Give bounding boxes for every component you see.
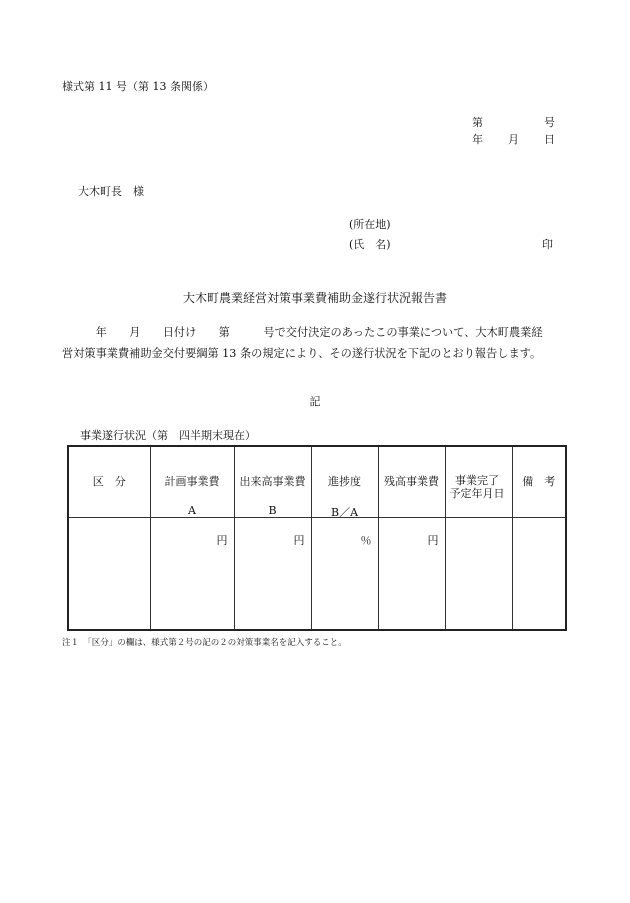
footnote: 注１ 「区分」の欄は、様式第２号の記の２の対策事業名を記入すること。 <box>62 638 347 648</box>
body-line-2: 営対策事業費補助金交付要綱第 13 条の規定により、その遂行状況を下記のとおり報告します。 <box>62 347 542 360</box>
doc-number-suffix: 号 <box>544 116 555 129</box>
header-label <box>450 474 505 500</box>
header-progress <box>311 446 378 518</box>
cell-remaining-cost: 円 <box>378 518 445 631</box>
header-sub: A <box>188 504 196 517</box>
header-actual-cost <box>234 446 311 518</box>
form-number: 様式第 11 号（第 13 条関係） <box>62 80 214 93</box>
header-plan-cost <box>150 446 234 518</box>
addressee: 大木町長 様 <box>78 185 144 198</box>
header-sub: B／A <box>330 506 359 519</box>
section-label: 事業遂行状況（第 四半期末現在） <box>80 429 256 442</box>
name-label: (氏 名) <box>349 238 391 251</box>
body-line-1: 年 月 日付け 第 号で交付決定のあったこの事業について、大木町農業経 <box>62 326 543 339</box>
header-label: 出来高事業費 <box>239 475 306 488</box>
header-remarks <box>512 446 566 518</box>
date-month: 月 <box>508 133 519 146</box>
header-label: 計画事業費 <box>164 475 220 488</box>
header-label-line-1: 事業完了 <box>455 474 499 487</box>
document-title: 大木町農業経営対策事業費補助金遂行状況報告書 <box>182 291 447 305</box>
table-header-row <box>68 446 566 518</box>
header-label: 残高事業費 <box>384 475 439 488</box>
doc-number-prefix: 第 <box>472 116 483 129</box>
cell-actual-cost: 円 <box>234 518 311 631</box>
header-label: 備 考 <box>522 475 556 488</box>
body-paragraph <box>62 322 562 364</box>
header-label: 区 分 <box>92 475 126 488</box>
cell-plan-cost: 円 <box>150 518 234 631</box>
header-completion-date <box>445 446 512 518</box>
cell-progress: ％ <box>311 518 378 631</box>
progress-table <box>67 445 567 631</box>
header-remaining-cost <box>378 446 445 518</box>
date-day: 日 <box>544 133 555 146</box>
header-label: 進捗度 <box>328 475 361 488</box>
header-kubun <box>68 446 150 518</box>
cell-remarks <box>512 518 566 631</box>
header-label-line-2: 予定年月日 <box>449 487 505 500</box>
table-row <box>68 518 566 631</box>
address-label: (所在地) <box>349 218 391 231</box>
cell-kubun <box>68 518 150 631</box>
cell-completion-date <box>445 518 512 631</box>
seal-mark: 印 <box>542 238 553 251</box>
ki-heading: 記 <box>309 395 321 408</box>
date-year: 年 <box>472 133 483 146</box>
header-sub: B <box>268 504 277 517</box>
